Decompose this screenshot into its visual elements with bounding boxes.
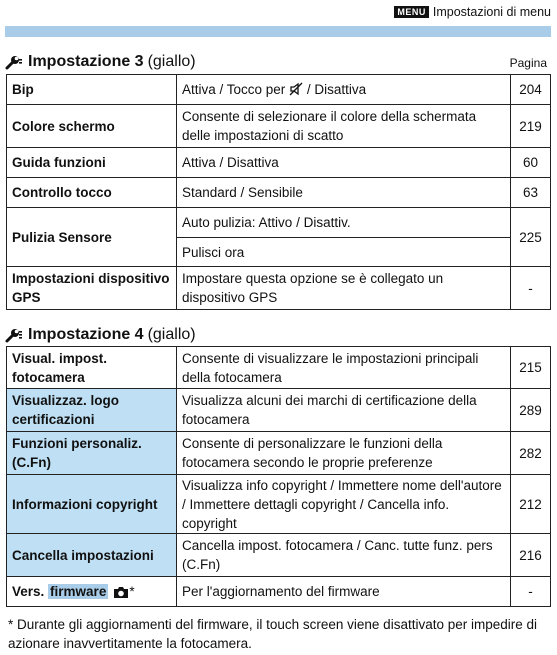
wrench-icon	[5, 54, 23, 70]
menu-button-icon: MENU	[394, 6, 429, 18]
section-4-title	[5, 326, 196, 344]
table-row	[7, 178, 551, 208]
page-number: 212	[511, 475, 551, 534]
header-accent-bar	[5, 26, 551, 37]
section-3-name: Impostazione 3	[28, 53, 144, 70]
settings-table-4	[6, 346, 551, 607]
setting-name: Cancella impostazioni	[7, 534, 177, 577]
header-title-group	[394, 5, 551, 19]
setting-description: Per l'aggiornamento del firmware	[177, 577, 511, 607]
setting-name: Guida funzioni	[7, 148, 177, 178]
setting-name: Informazioni copyright	[7, 475, 177, 534]
settings-table-3	[6, 74, 551, 310]
page-number: 63	[511, 178, 551, 208]
page-number: -	[511, 267, 551, 310]
table-row	[7, 267, 551, 310]
page-number: 216	[511, 534, 551, 577]
header-title: Impostazioni di menu	[432, 5, 551, 19]
setting-name: Visual. impost. fotocamera	[7, 347, 177, 389]
page-number: 289	[511, 389, 551, 432]
wrench-icon	[5, 327, 23, 343]
table-row	[7, 389, 551, 432]
page-number: 282	[511, 432, 551, 475]
table-row	[7, 432, 551, 475]
setting-name: Visualizzaz. logo certificazioni	[7, 389, 177, 432]
setting-description: Visualizza info copyright / Immettere nome dell'autore / Immettere dettagli copyright / Cancella info. copyright	[177, 475, 511, 534]
table-row	[7, 534, 551, 577]
section-4-heading	[5, 322, 551, 344]
page-number: 215	[511, 347, 551, 389]
page-number: 225	[511, 208, 551, 267]
setting-description: Impostare questa opzione se è collegato un dispositivo GPS	[177, 267, 511, 310]
section-4-color: (giallo)	[147, 326, 196, 343]
table-row	[7, 105, 551, 148]
setting-description: Consente di visualizzare le impostazioni principali della fotocamera	[177, 347, 511, 389]
camera-icon	[113, 586, 129, 599]
section-3-heading	[5, 49, 551, 71]
section-4-name: Impostazione 4	[28, 326, 144, 343]
setting-name: Funzioni personaliz. (C.Fn)	[7, 432, 177, 475]
page-number: 204	[511, 75, 551, 105]
section-3-color: (giallo)	[147, 53, 196, 70]
footnote: * Durante gli aggiornamenti del firmware, il touch screen viene disattivato per impedire di azionare inavvertitamente la fotocamera.	[8, 617, 538, 651]
page-number: 219	[511, 105, 551, 148]
table-row	[7, 208, 551, 238]
setting-description: Cancella impost. fotocamera / Canc. tutte funz. pers (C.Fn)	[177, 534, 511, 577]
page-number: 60	[511, 148, 551, 178]
setting-description: Auto pulizia: Attivo / Disattiv.	[177, 208, 511, 238]
setting-description: Pulisci ora	[177, 238, 511, 267]
setting-name: Bip	[7, 75, 177, 105]
page-column-label: Pagina	[509, 56, 547, 70]
setting-description: Consente di selezionare il colore della schermata delle impostazioni di scatto	[177, 105, 511, 148]
setting-description: Visualizza alcuni dei marchi di certificazione della fotocamera	[177, 389, 511, 432]
setting-description: Attiva / Tocco per / Disattiva	[177, 75, 511, 105]
table-row	[7, 148, 551, 178]
setting-name: Colore schermo	[7, 105, 177, 148]
setting-description: Standard / Sensibile	[177, 178, 511, 208]
table-row	[7, 75, 551, 105]
setting-description: Consente di personalizzare le funzioni della fotocamera secondo le proprie preferenze	[177, 432, 511, 475]
setting-name: Impostazioni dispositivo GPS	[7, 267, 177, 310]
table-row	[7, 347, 551, 389]
page-header	[0, 0, 557, 26]
highlighted-word: firmware	[50, 584, 107, 599]
setting-description: Attiva / Disattiva	[177, 148, 511, 178]
table-row	[7, 577, 551, 607]
table-row	[7, 475, 551, 534]
section-3-title	[5, 53, 196, 71]
setting-name: Controllo tocco	[7, 178, 177, 208]
page-number: -	[511, 577, 551, 607]
setting-name: Pulizia Sensore	[7, 208, 177, 267]
setting-name: Vers. firmware *	[7, 577, 177, 607]
speaker-mute-icon	[289, 82, 303, 96]
